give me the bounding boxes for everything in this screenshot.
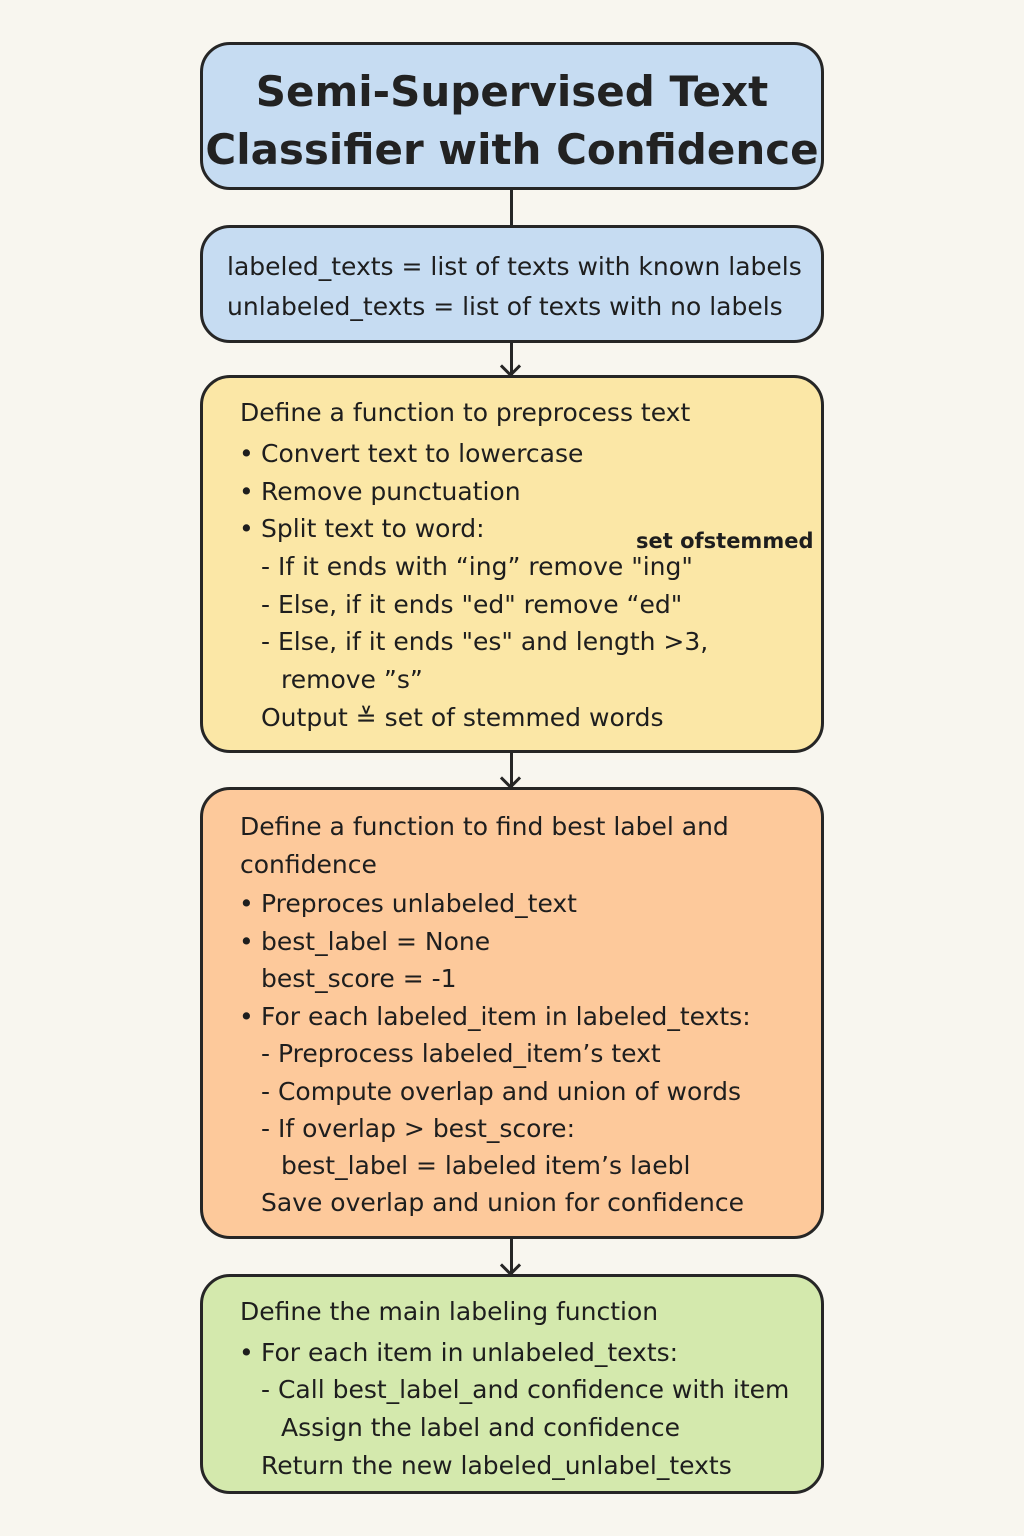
title-line-1: Semi-Supervised Text xyxy=(255,67,769,116)
preprocess-rule-es: - Else, if it ends "es" and length >3, xyxy=(261,627,709,656)
best-label-step-overlap: - Compute overlap and union of words xyxy=(261,1077,741,1106)
preprocess-rule-es-cont: remove ”s” xyxy=(281,665,423,694)
connector-title-vars xyxy=(510,190,513,225)
best-score-init: best_score = -1 xyxy=(261,964,457,993)
best-label-bullet-init: • best_label = None xyxy=(261,927,490,957)
main-function-step-assign: Assign the label and confidence xyxy=(281,1413,680,1442)
preprocess-output: Output ≚ set of stemmed words xyxy=(261,703,664,732)
arrow-head-main xyxy=(500,1255,521,1276)
best-label-bullet-loop: • For each labeled_item in labeled_texts: xyxy=(261,1002,751,1032)
labeled-texts-line: labeled_texts = list of texts with known labels xyxy=(227,252,802,281)
main-function-box xyxy=(200,1274,824,1494)
main-function-heading: Define the main labeling function xyxy=(240,1297,659,1326)
preprocess-rule-ed: - Else, if it ends "ed" remove “ed" xyxy=(261,590,683,619)
best-label-step-assign: best_label = labeled item’s laebl xyxy=(281,1151,691,1180)
preprocess-heading: Define a function to preprocess text xyxy=(240,398,691,427)
best-label-save: Save overlap and union for confidence xyxy=(261,1188,745,1217)
best-label-bullet-preprocess: • Preproces unlabeled_text xyxy=(261,889,577,919)
preprocess-bullet-lowercase: • Convert text to lowercase xyxy=(261,439,583,469)
unlabeled-texts-line: unlabeled_texts = list of texts with no labels xyxy=(227,292,783,321)
variables-box xyxy=(200,225,824,343)
title-line-2: Classifier with Confidence xyxy=(205,125,819,174)
main-function-return: Return the new labeled_unlabel_texts xyxy=(261,1451,732,1480)
main-function-step-call: - Call best_label_and confidence with item xyxy=(261,1375,790,1404)
arrow-head-preprocess xyxy=(500,356,521,377)
preprocess-rule-ing: - If it ends with “ing” remove "ing" xyxy=(261,552,693,581)
best-label-heading-1: Define a function to find best label and xyxy=(240,812,729,841)
best-label-step-compare: - If overlap > best_score: xyxy=(261,1114,575,1143)
best-label-step-preprocess: - Preprocess labeled_item’s text xyxy=(261,1039,661,1068)
title-box xyxy=(200,42,824,190)
best-label-box xyxy=(200,787,824,1239)
best-label-heading-2: confidence xyxy=(240,850,377,879)
preprocess-box xyxy=(200,375,824,753)
main-function-bullet-loop: • For each item in unlabeled_texts: xyxy=(261,1338,678,1368)
arrow-head-bestlabel xyxy=(500,768,521,789)
preprocess-bullet-split: • Split text to word: xyxy=(261,514,485,544)
preprocess-side-note: set ofstemmed xyxy=(636,529,814,553)
preprocess-bullet-punctuation: • Remove punctuation xyxy=(261,477,521,507)
